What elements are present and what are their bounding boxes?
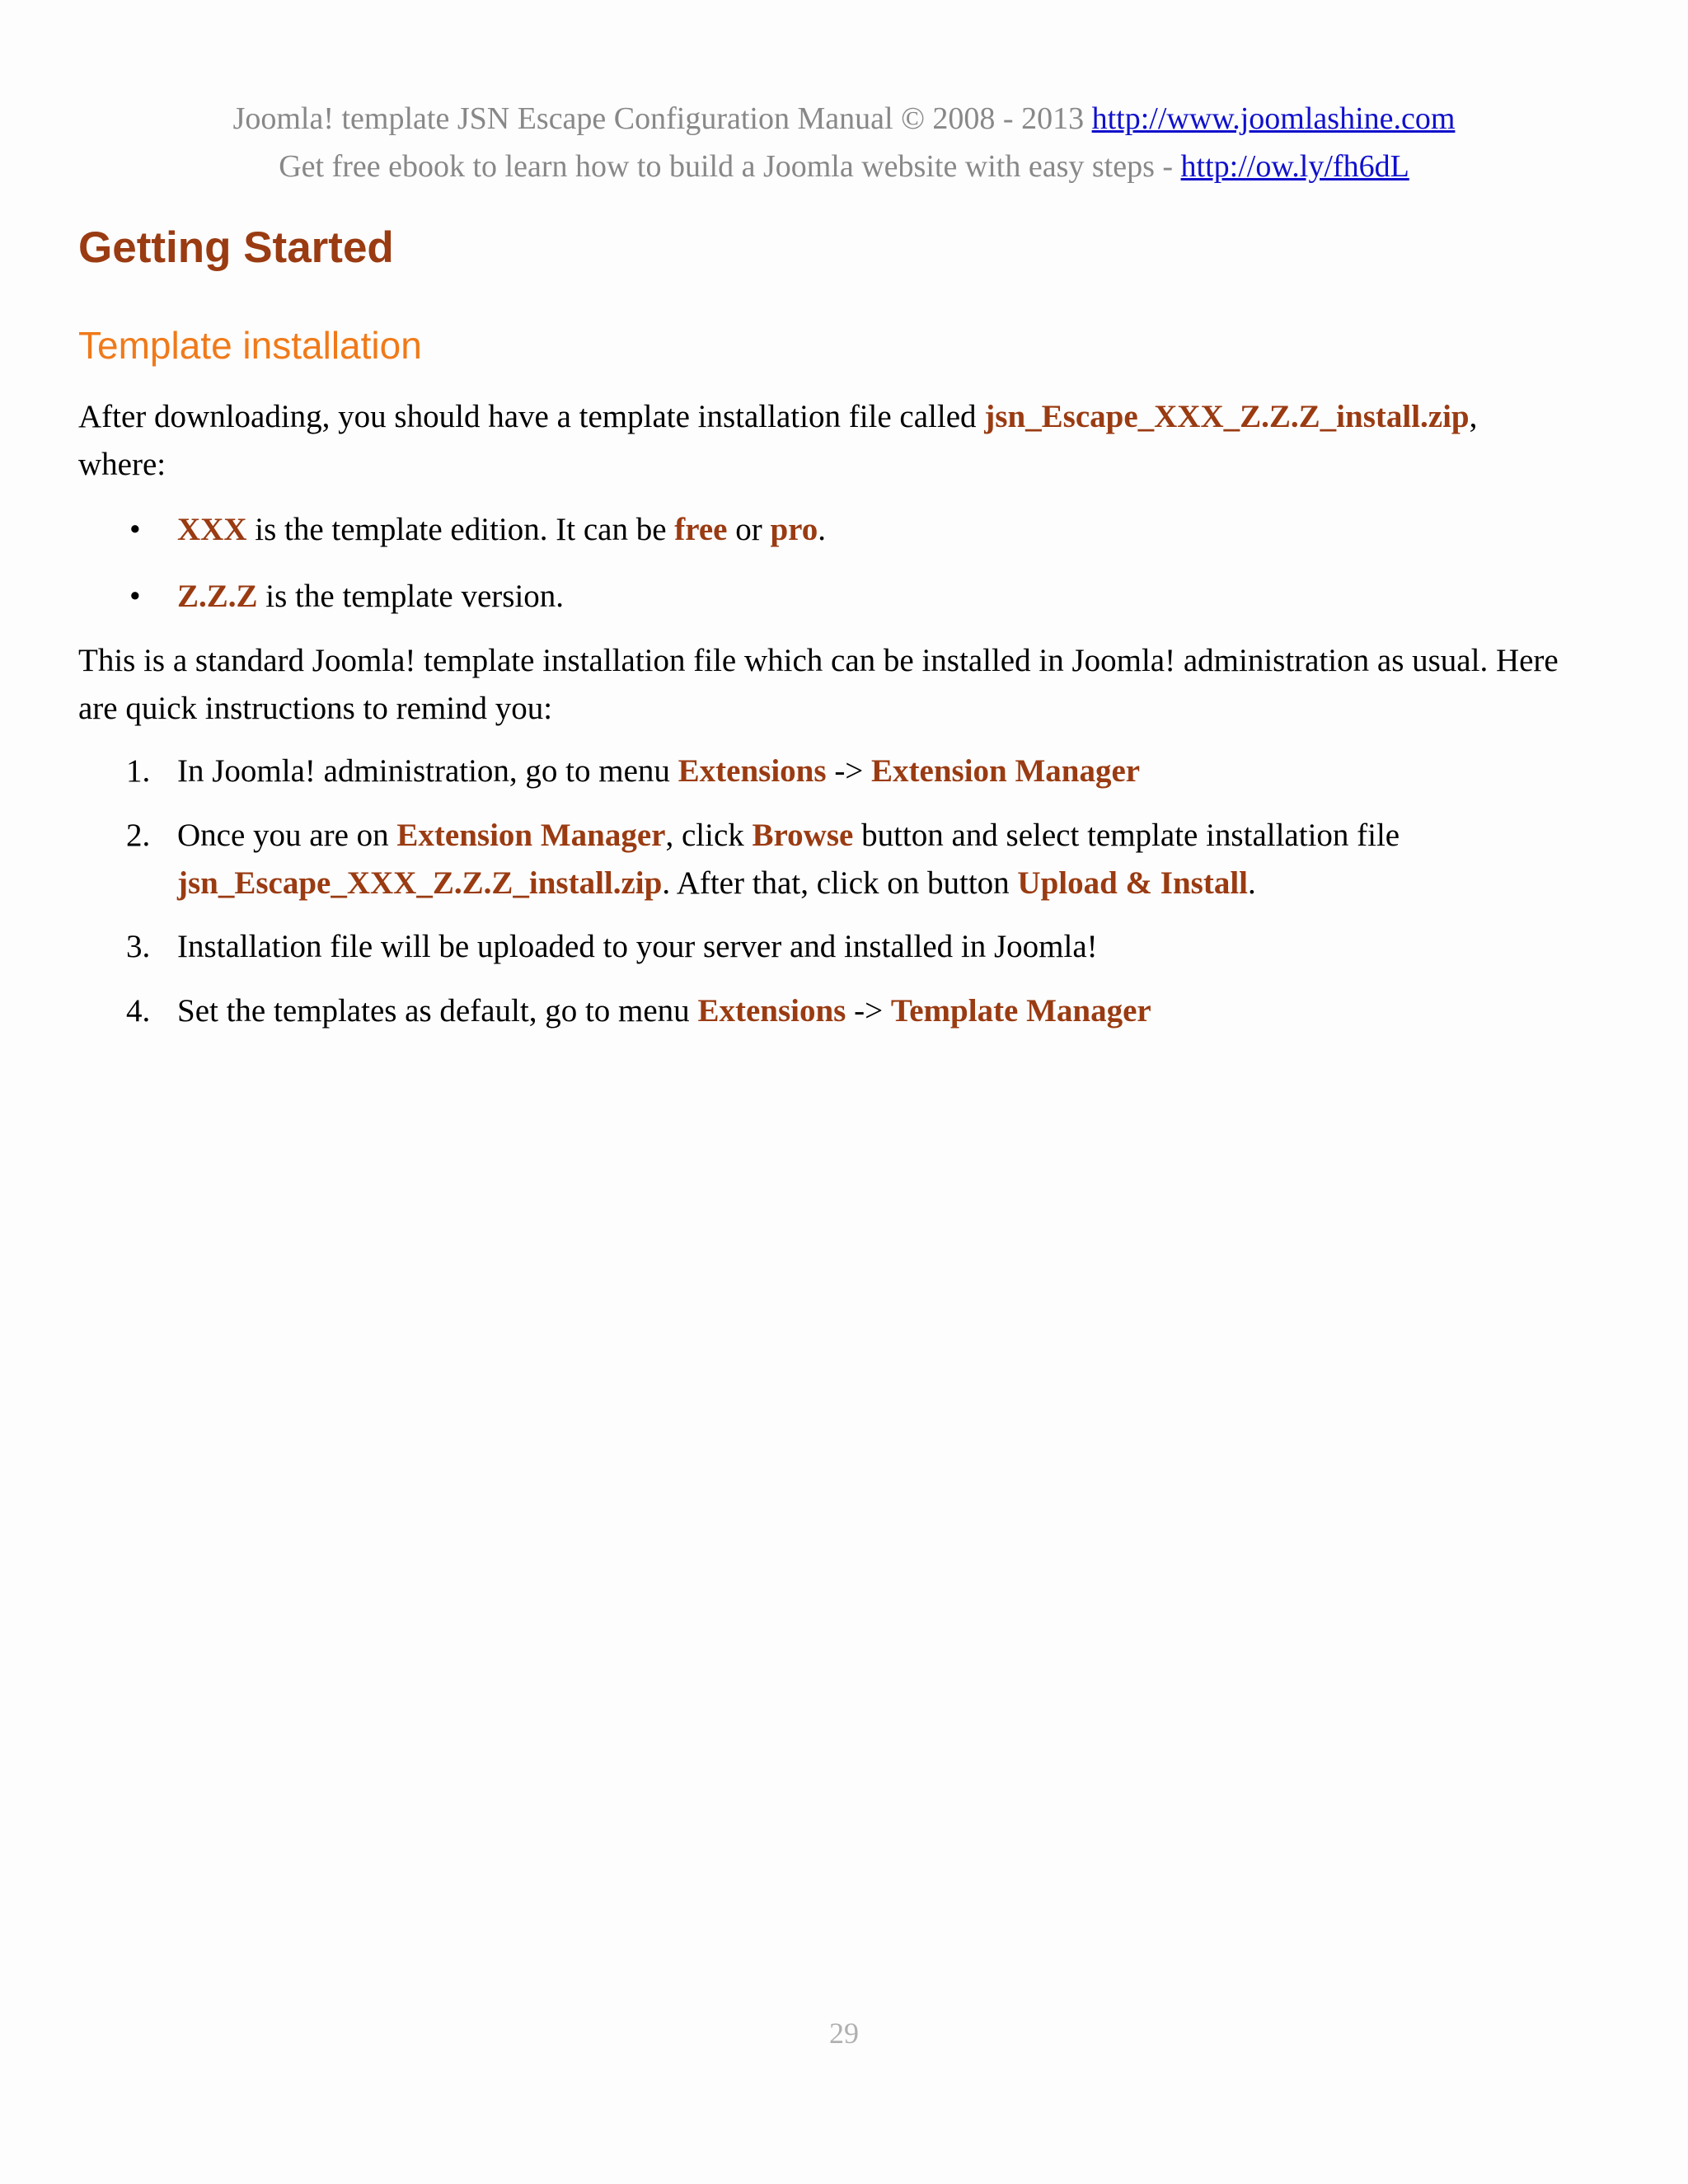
step-text <box>177 812 1578 907</box>
step-number: 4. <box>126 993 151 1029</box>
step-plain: , click <box>665 818 753 853</box>
intro-text: After downloading, you should have a template installation file called <box>78 399 985 434</box>
step-number: 2. <box>126 818 151 853</box>
instructions-line-2: are quick instructions to remind you: <box>78 691 553 726</box>
step-plain: -> <box>826 753 872 789</box>
step-plain: Set the templates as default, go to menu <box>177 993 698 1029</box>
header-line-2 <box>0 143 1688 190</box>
bullet-plain: is the template version. <box>257 579 565 614</box>
header-ebook-text: Get free ebook to learn how to build a Joomla website with easy steps - <box>279 149 1181 184</box>
edition-term: XXX <box>177 512 247 547</box>
browse-term: Browse <box>752 818 854 853</box>
step-text <box>177 923 1578 971</box>
ebook-link[interactable]: http://ow.ly/fh6dL <box>1180 149 1409 184</box>
extensions-menu-term: Extensions <box>678 753 827 789</box>
section-heading: Getting Started <box>78 223 394 272</box>
extension-manager-term: Extension Manager <box>871 753 1141 789</box>
pro-term: pro <box>770 512 818 547</box>
bullet-plain: or <box>727 512 771 547</box>
step-plain: Once you are on <box>177 818 397 853</box>
bullet-plain: is the template edition. It can be <box>246 512 675 547</box>
step-number: 1. <box>126 753 151 789</box>
version-term: Z.Z.Z <box>177 579 258 614</box>
bullet-plain: . <box>818 512 827 547</box>
free-term: free <box>674 512 728 547</box>
bullet-text <box>177 573 1578 621</box>
page-number: 29 <box>829 2017 859 2050</box>
install-file-name: jsn_Escape_XXX_Z.Z.Z_install.zip <box>177 865 663 901</box>
extension-manager-term: Extension Manager <box>396 818 666 853</box>
joomlashine-link[interactable]: http://www.joomlashine.com <box>1091 101 1456 136</box>
step-text <box>177 748 1578 795</box>
header-copyright-text: Joomla! template JSN Escape Configuration Manual © 2008 - 2013 <box>232 101 1092 136</box>
subsection-heading: Template installation <box>78 324 422 367</box>
upload-install-term: Upload & Install <box>1017 865 1248 901</box>
header-line-1 <box>0 95 1688 143</box>
step-number: 3. <box>126 929 151 964</box>
step-plain: button and select template installation file <box>853 818 1400 853</box>
template-manager-term: Template Manager <box>890 993 1151 1029</box>
step-plain: Installation file will be uploaded to your server and installed in Joomla! <box>177 929 1098 964</box>
intro-where: where: <box>78 447 166 482</box>
install-file-name: jsn_Escape_XXX_Z.Z.Z_install.zip <box>984 399 1470 434</box>
step-plain: . <box>1248 865 1256 901</box>
bullet-icon: • <box>129 512 141 547</box>
step-text <box>177 987 1578 1035</box>
step-plain: -> <box>846 993 891 1029</box>
intro-comma: , <box>1469 399 1478 434</box>
bullet-icon: • <box>129 579 141 614</box>
instructions-paragraph <box>78 637 1628 733</box>
step-plain: In Joomla! administration, go to menu <box>177 753 678 789</box>
intro-paragraph <box>78 393 1628 489</box>
instructions-line-1: This is a standard Joomla! template installation file which can be installed in Joomla! administration as usual. Here <box>78 643 1559 678</box>
step-plain: . After that, click on button <box>662 865 1018 901</box>
extensions-menu-term: Extensions <box>697 993 846 1029</box>
bullet-text <box>177 506 1578 554</box>
